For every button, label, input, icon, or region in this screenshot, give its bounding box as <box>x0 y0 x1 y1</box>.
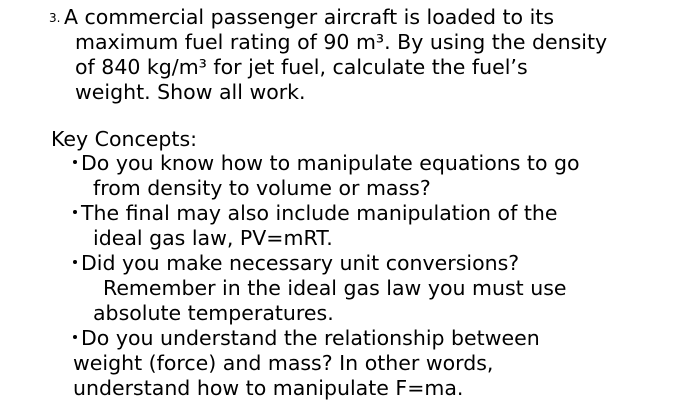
key-concept-line <box>73 151 580 175</box>
key-concept-line: ideal gas law, PV=mRT. <box>93 226 333 250</box>
bullet-icon <box>73 210 77 214</box>
question-line-2: maximum fuel rating of 90 m³. By using the density <box>75 30 608 54</box>
key-concept-line <box>73 251 519 275</box>
key-concept-line: understand how to manipulate F=ma. <box>73 376 464 400</box>
bullet-icon <box>73 260 77 264</box>
key-concept-line: Remember in the ideal gas law you must use <box>103 276 567 300</box>
key-concept-line: from density to volume or mass? <box>93 176 431 200</box>
key-concept-line <box>73 326 540 350</box>
key-concept-text: Do you know how to manipulate equations to go <box>81 151 580 175</box>
key-concept-line: absolute temperatures. <box>93 301 334 325</box>
key-concepts-heading: Key Concepts: <box>51 127 198 151</box>
bullet-icon <box>73 160 77 164</box>
key-concept-text: Did you make necessary unit conversions? <box>81 251 520 275</box>
key-concept-line <box>73 201 557 225</box>
key-concept-text: Do you understand the relationship between <box>81 326 540 350</box>
bullet-icon <box>73 335 77 339</box>
key-concept-line: weight (force) and mass? In other words, <box>73 351 494 375</box>
question-number: 3. <box>49 11 61 25</box>
question-line-1: A commercial passenger aircraft is loaded to its <box>64 5 554 29</box>
question-line-3: of 840 kg/m³ for jet fuel, calculate the fuel’s <box>75 55 528 79</box>
key-concept-text: The final may also include manipulation of the <box>81 201 558 225</box>
question-line-4: weight. Show all work. <box>75 80 306 104</box>
